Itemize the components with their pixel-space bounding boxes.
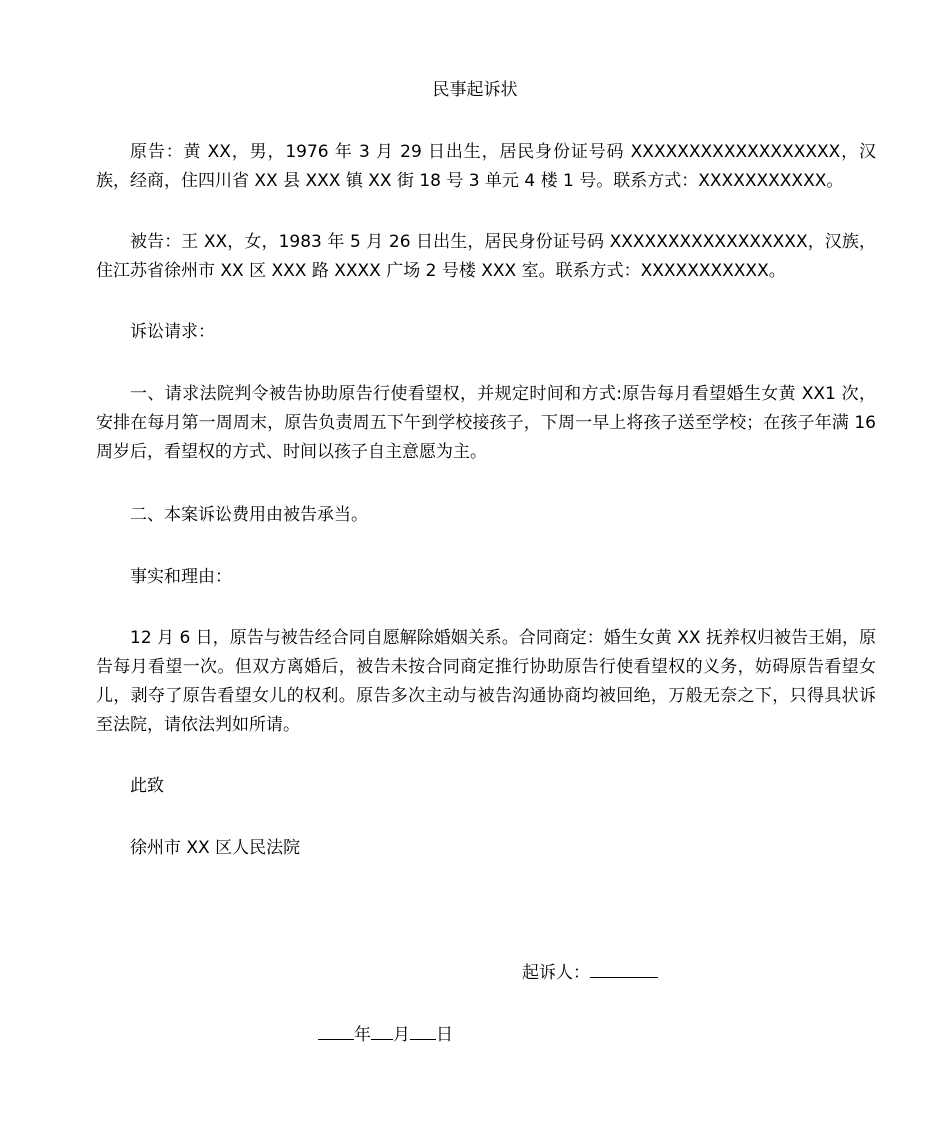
document-title: 民事起诉状 <box>432 80 518 100</box>
closing-salutation: 此致 <box>130 776 164 796</box>
day-blank <box>410 1021 436 1040</box>
date-line <box>318 1021 453 1049</box>
date-day-label: 日 <box>436 1025 453 1045</box>
facts-heading: 事实和理由： <box>130 567 232 587</box>
claim-2-paragraph: 二、本案诉讼费用由被告承当。 <box>130 505 368 525</box>
year-blank <box>318 1021 354 1040</box>
month-blank <box>371 1021 393 1040</box>
signature-blank <box>590 959 658 978</box>
date-year-label: 年 <box>354 1025 371 1045</box>
plaintiff-signature-line <box>522 959 658 987</box>
claims-heading: 诉讼请求： <box>130 322 215 342</box>
date-month-label: 月 <box>393 1025 410 1045</box>
plaintiff-paragraph: 原告：黄 XX，男，1976 年 3 月 29 日出生，居民身份证号码 XXXXXXXXXXXXXXXXXX，汉族，经商，住四川省 XX 县 XXX 镇 XX 街 18 号 3 单元 4 楼 1 号。联系方式：XXXXXXXXXXX。 <box>96 142 876 191</box>
claim-1-paragraph: 一、请求法院判令被告协助原告行使看望权，并规定时间和方式:原告每月看望婚生女黄 XX1 次，安排在每月第一周周末，原告负责周五下午到学校接孩子，下周一早上将孩子送至学校；在孩子年满 16 周岁后，看望权的方式、时间以孩子自主意愿为主。 <box>96 384 876 462</box>
court-name: 徐州市 XX 区人民法院 <box>130 838 301 858</box>
facts-paragraph: 12 月 6 日，原告与被告经合同自愿解除婚姻关系。合同商定：婚生女黄 XX 抚养权归被告王娟，原告每月看望一次。但双方离婚后，被告未按合同商定推行协助原告行使看望权的义务，妨碍原告看望女儿，剥夺了原告看望女儿的权利。原告多次主动与被告沟通协商均被回绝，万般无奈之下，只得具状诉至法院，请依法判如所请。 <box>96 628 876 735</box>
defendant-paragraph: 被告：王 XX，女，1983 年 5 月 26 日出生，居民身份证号码 XXXXXXXXXXXXXXXXX，汉族，住江苏省徐州市 XX 区 XXX 路 XXXX 广场 2 号楼 XXX 室。联系方式：XXXXXXXXXXX。 <box>96 232 876 281</box>
plaintiff-signature-label: 起诉人： <box>522 963 590 983</box>
